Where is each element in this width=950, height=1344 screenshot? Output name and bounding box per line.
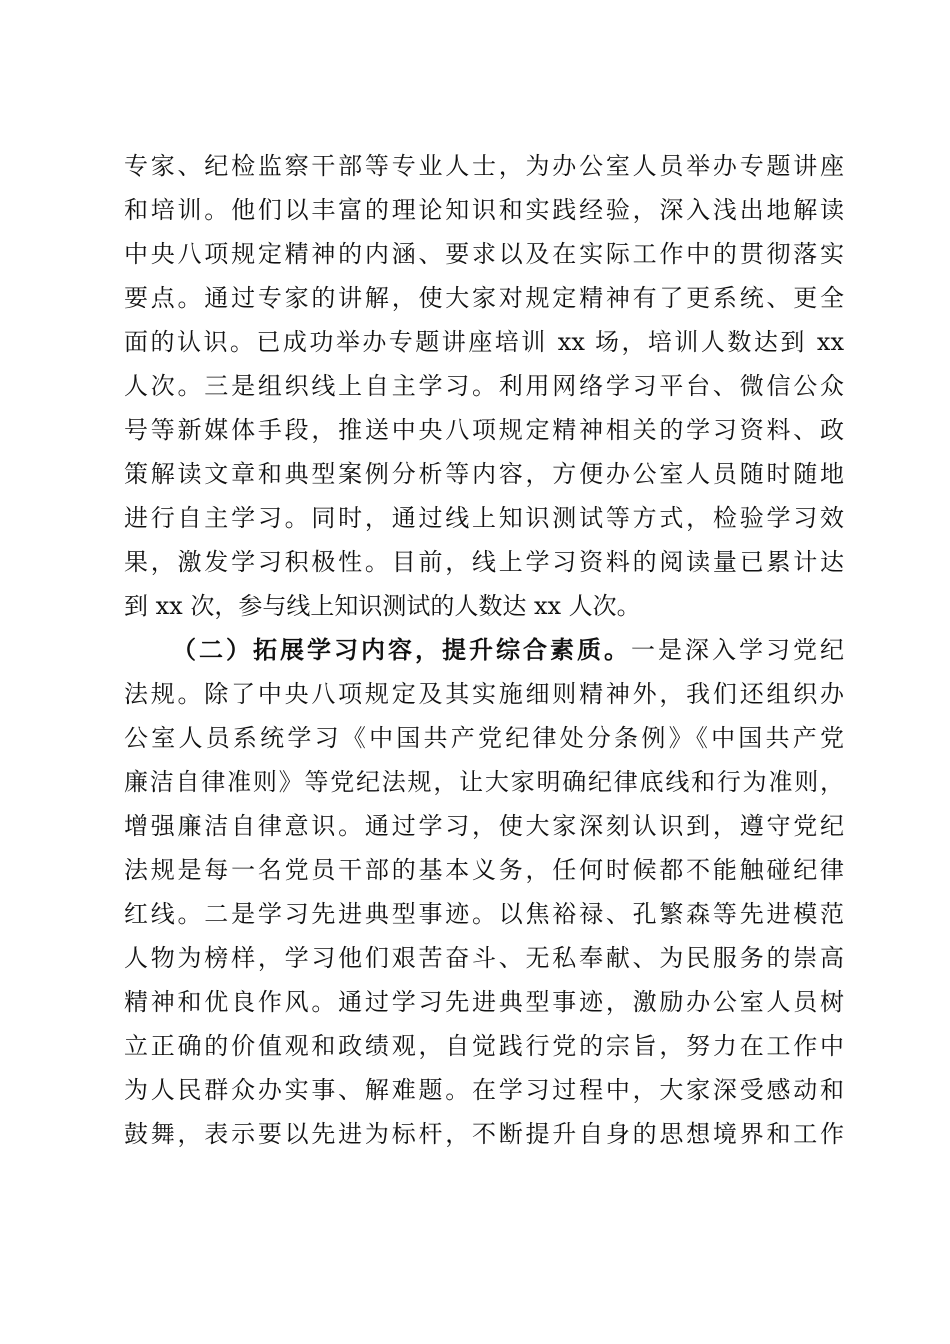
text-line: 和培训。他们以丰富的理论知识和实践经验，深入浅出地解读: [124, 196, 844, 224]
text-line: 人次。三是组织线上自主学习。利用网络学习平台、微信公众: [124, 372, 844, 400]
text-run: 一是深入学习党纪: [631, 636, 844, 664]
text-line: 法规是每一名党员干部的基本义务，任何时候都不能触碰纪律: [124, 856, 844, 884]
text-line: 号等新媒体手段，推送中央八项规定精神相关的学习资料、政: [124, 416, 844, 444]
paragraph-1: [124, 144, 844, 628]
text-line: 到 xx 次，参与线上知识测试的人数达 xx 人次。: [124, 592, 641, 620]
text-line: 专家、纪检监察干部等专业人士，为办公室人员举办专题讲座: [124, 152, 844, 180]
text-line: 增强廉洁自律意识。通过学习，使大家深刻认识到，遵守党纪: [124, 812, 844, 840]
text-line: 面的认识。已成功举办专题讲座培训 xx 场，培训人数达到 xx: [124, 328, 844, 356]
section-heading-line: [124, 628, 844, 672]
text-line: 鼓舞，表示要以先进为标杆，不断提升自身的思想境界和工作: [124, 1120, 844, 1148]
text-line: 为人民群众办实事、解难题。在学习过程中，大家深受感动和: [124, 1076, 844, 1104]
text-line: 果，激发学习积极性。目前，线上学习资料的阅读量已累计达: [124, 548, 844, 576]
text-line: 立正确的价值观和政绩观，自觉践行党的宗旨，努力在工作中: [124, 1032, 844, 1060]
text-line: 人物为榜样，学习他们艰苦奋斗、无私奉献、为民服务的崇高: [124, 944, 844, 972]
text-line: 进行自主学习。同时，通过线上知识测试等方式，检验学习效: [124, 504, 844, 532]
text-line: 公室人员系统学习《中国共产党纪律处分条例》《中国共产党: [124, 724, 844, 752]
text-line: 法规。除了中央八项规定及其实施细则精神外，我们还组织办: [124, 680, 844, 708]
document-body: [124, 144, 844, 1156]
text-line: 中央八项规定精神的内涵、要求以及在实际工作中的贯彻落实: [124, 240, 844, 268]
text-line: 精神和优良作风。通过学习先进典型事迹，激励办公室人员树: [124, 988, 844, 1016]
section-heading: （二）拓展学习内容，提升综合素质。: [172, 635, 631, 664]
paragraph-2: [124, 628, 844, 1156]
text-line: 廉洁自律准则》等党纪法规，让大家明确纪律底线和行为准则，: [124, 768, 844, 796]
text-line: 要点。通过专家的讲解，使大家对规定精神有了更系统、更全: [124, 284, 844, 312]
text-line: 红线。二是学习先进典型事迹。以焦裕禄、孔繁森等先进模范: [124, 900, 844, 928]
text-line: 策解读文章和典型案例分析等内容，方便办公室人员随时随地: [124, 460, 844, 488]
